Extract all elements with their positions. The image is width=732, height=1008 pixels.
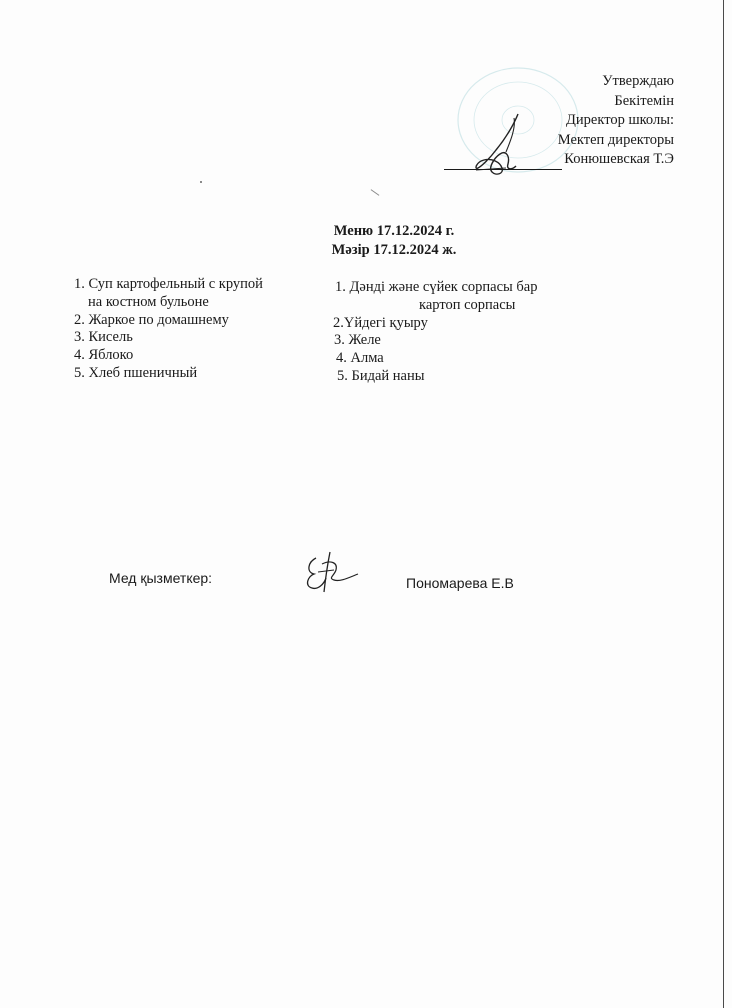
approval-block (444, 72, 674, 170)
menu-item-kk: 5. Бидай наны (337, 367, 425, 384)
menu-item-ru: 3. Кисель (74, 329, 133, 346)
scan-speck (200, 181, 202, 183)
menu-item-ru: 5. Хлеб пшеничный (74, 364, 198, 381)
signature-underline (444, 155, 562, 170)
director-title-ru: Директор школы: (566, 112, 674, 128)
menu-title-kk: Мәзір 17.12.2024 ж. (331, 242, 457, 258)
menu-title-ru: Меню 17.12.2024 г. (333, 223, 455, 239)
med-worker-label: Мед қызметкер: (109, 570, 213, 586)
med-worker-signature (300, 548, 362, 594)
menu-list-ru (74, 276, 263, 383)
director-name: Конюшевская Т.Э (564, 151, 674, 167)
scan-edge-line (723, 0, 724, 1008)
menu-item-kk: 4. Алма (336, 350, 384, 367)
menu-item-kk: 1. Дәнді және сүйек сорпасы бар (335, 279, 538, 295)
menu-item-kk: 2.Үйдегі қуыру (333, 314, 428, 331)
director-name-line (444, 150, 674, 170)
approve-kk: Бекітемін (614, 92, 674, 109)
scan-speck (371, 189, 380, 196)
menu-item-kk: 3. Желе (334, 332, 381, 349)
menu-item-ru-continued: на костном бульоне (88, 293, 209, 310)
menu-titles (0, 222, 732, 260)
menu-list-kk (331, 279, 537, 386)
director-title-kk: Мектеп директоры (557, 131, 674, 148)
menu-item-ru: 4. Яблоко (74, 347, 134, 364)
menu-item-ru: 1. Суп картофельный с крупой (74, 276, 263, 292)
menu-item-ru: 2. Жаркое по домашнему (74, 311, 229, 328)
med-worker-name: Пономарева Е.В (406, 575, 514, 591)
menu-item-kk-continued: картоп сорпасы (419, 296, 516, 313)
approve-ru: Утверждаю (602, 73, 674, 89)
